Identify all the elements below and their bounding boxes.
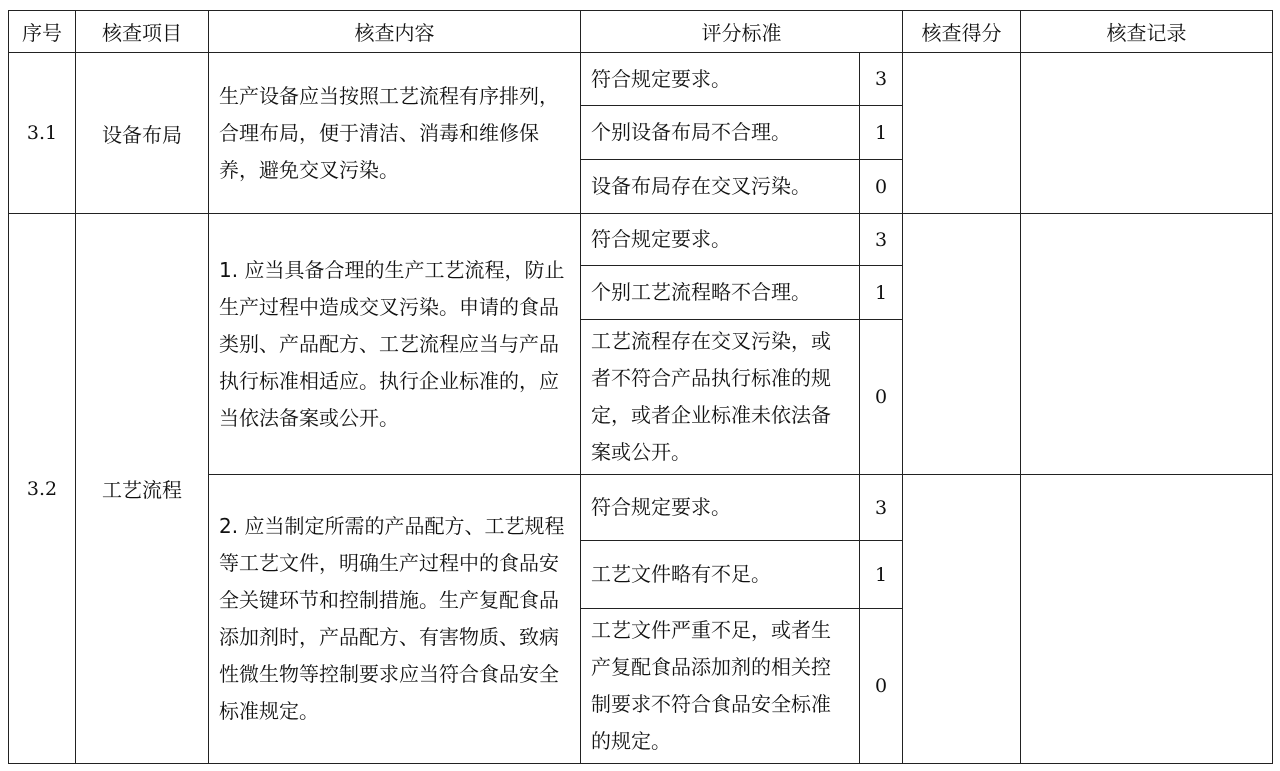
score-cell[interactable] <box>903 53 1021 214</box>
row-item: 工艺流程 <box>76 214 209 764</box>
criterion-score: 1 <box>860 541 903 609</box>
criterion-text: 工艺文件略有不足。 <box>581 541 860 609</box>
record-cell[interactable] <box>1021 214 1273 475</box>
criterion-text: 设备布局存在交叉污染。 <box>581 160 860 214</box>
record-cell[interactable] <box>1021 53 1273 214</box>
criterion-score: 1 <box>860 106 903 160</box>
criterion-text: 工艺文件严重不足，或者生产复配食品添加剂的相关控制要求不符合食品安全标准的规定。 <box>581 609 860 764</box>
header-row <box>9 11 1273 53</box>
score-cell[interactable] <box>903 475 1021 764</box>
row-number: 3.1 <box>9 53 76 214</box>
header-item: 核查项目 <box>76 11 209 53</box>
header-record: 核查记录 <box>1021 11 1273 53</box>
criterion-score: 0 <box>860 320 903 475</box>
table-row <box>9 53 1273 106</box>
row-content: 生产设备应当按照工艺流程有序排列，合理布局，便于清洁、消毒和维修保养，避免交叉污染。 <box>209 53 581 214</box>
row-content: 1. 应当具备合理的生产工艺流程，防止生产过程中造成交叉污染。申请的食品类别、产品配方、工艺流程应当与产品执行标准相适应。执行企业标准的，应当依法备案或公开。 <box>209 214 581 475</box>
header-criteria: 评分标准 <box>581 11 903 53</box>
header-content: 核查内容 <box>209 11 581 53</box>
header-no: 序号 <box>9 11 76 53</box>
criterion-text: 工艺流程存在交叉污染，或者不符合产品执行标准的规定，或者企业标准未依法备案或公开。 <box>581 320 860 475</box>
criterion-score: 3 <box>860 53 903 106</box>
criterion-text: 个别设备布局不合理。 <box>581 106 860 160</box>
criterion-score: 3 <box>860 214 903 266</box>
header-score: 核查得分 <box>903 11 1021 53</box>
inspection-table <box>8 10 1273 764</box>
criterion-score: 1 <box>860 266 903 320</box>
row-content: 2. 应当制定所需的产品配方、工艺规程等工艺文件，明确生产过程中的食品安全关键环节和控制措施。生产复配食品添加剂时，产品配方、有害物质、致病性微生物等控制要求应当符合食品安全标准规定。 <box>209 475 581 764</box>
table-row <box>9 214 1273 266</box>
criterion-text: 符合规定要求。 <box>581 53 860 106</box>
row-number: 3.2 <box>9 214 76 764</box>
score-cell[interactable] <box>903 214 1021 475</box>
criterion-text: 个别工艺流程略不合理。 <box>581 266 860 320</box>
criterion-text: 符合规定要求。 <box>581 475 860 541</box>
row-item: 设备布局 <box>76 53 209 214</box>
criterion-score: 3 <box>860 475 903 541</box>
criterion-text: 符合规定要求。 <box>581 214 860 266</box>
criterion-score: 0 <box>860 160 903 214</box>
record-cell[interactable] <box>1021 475 1273 764</box>
criterion-score: 0 <box>860 609 903 764</box>
